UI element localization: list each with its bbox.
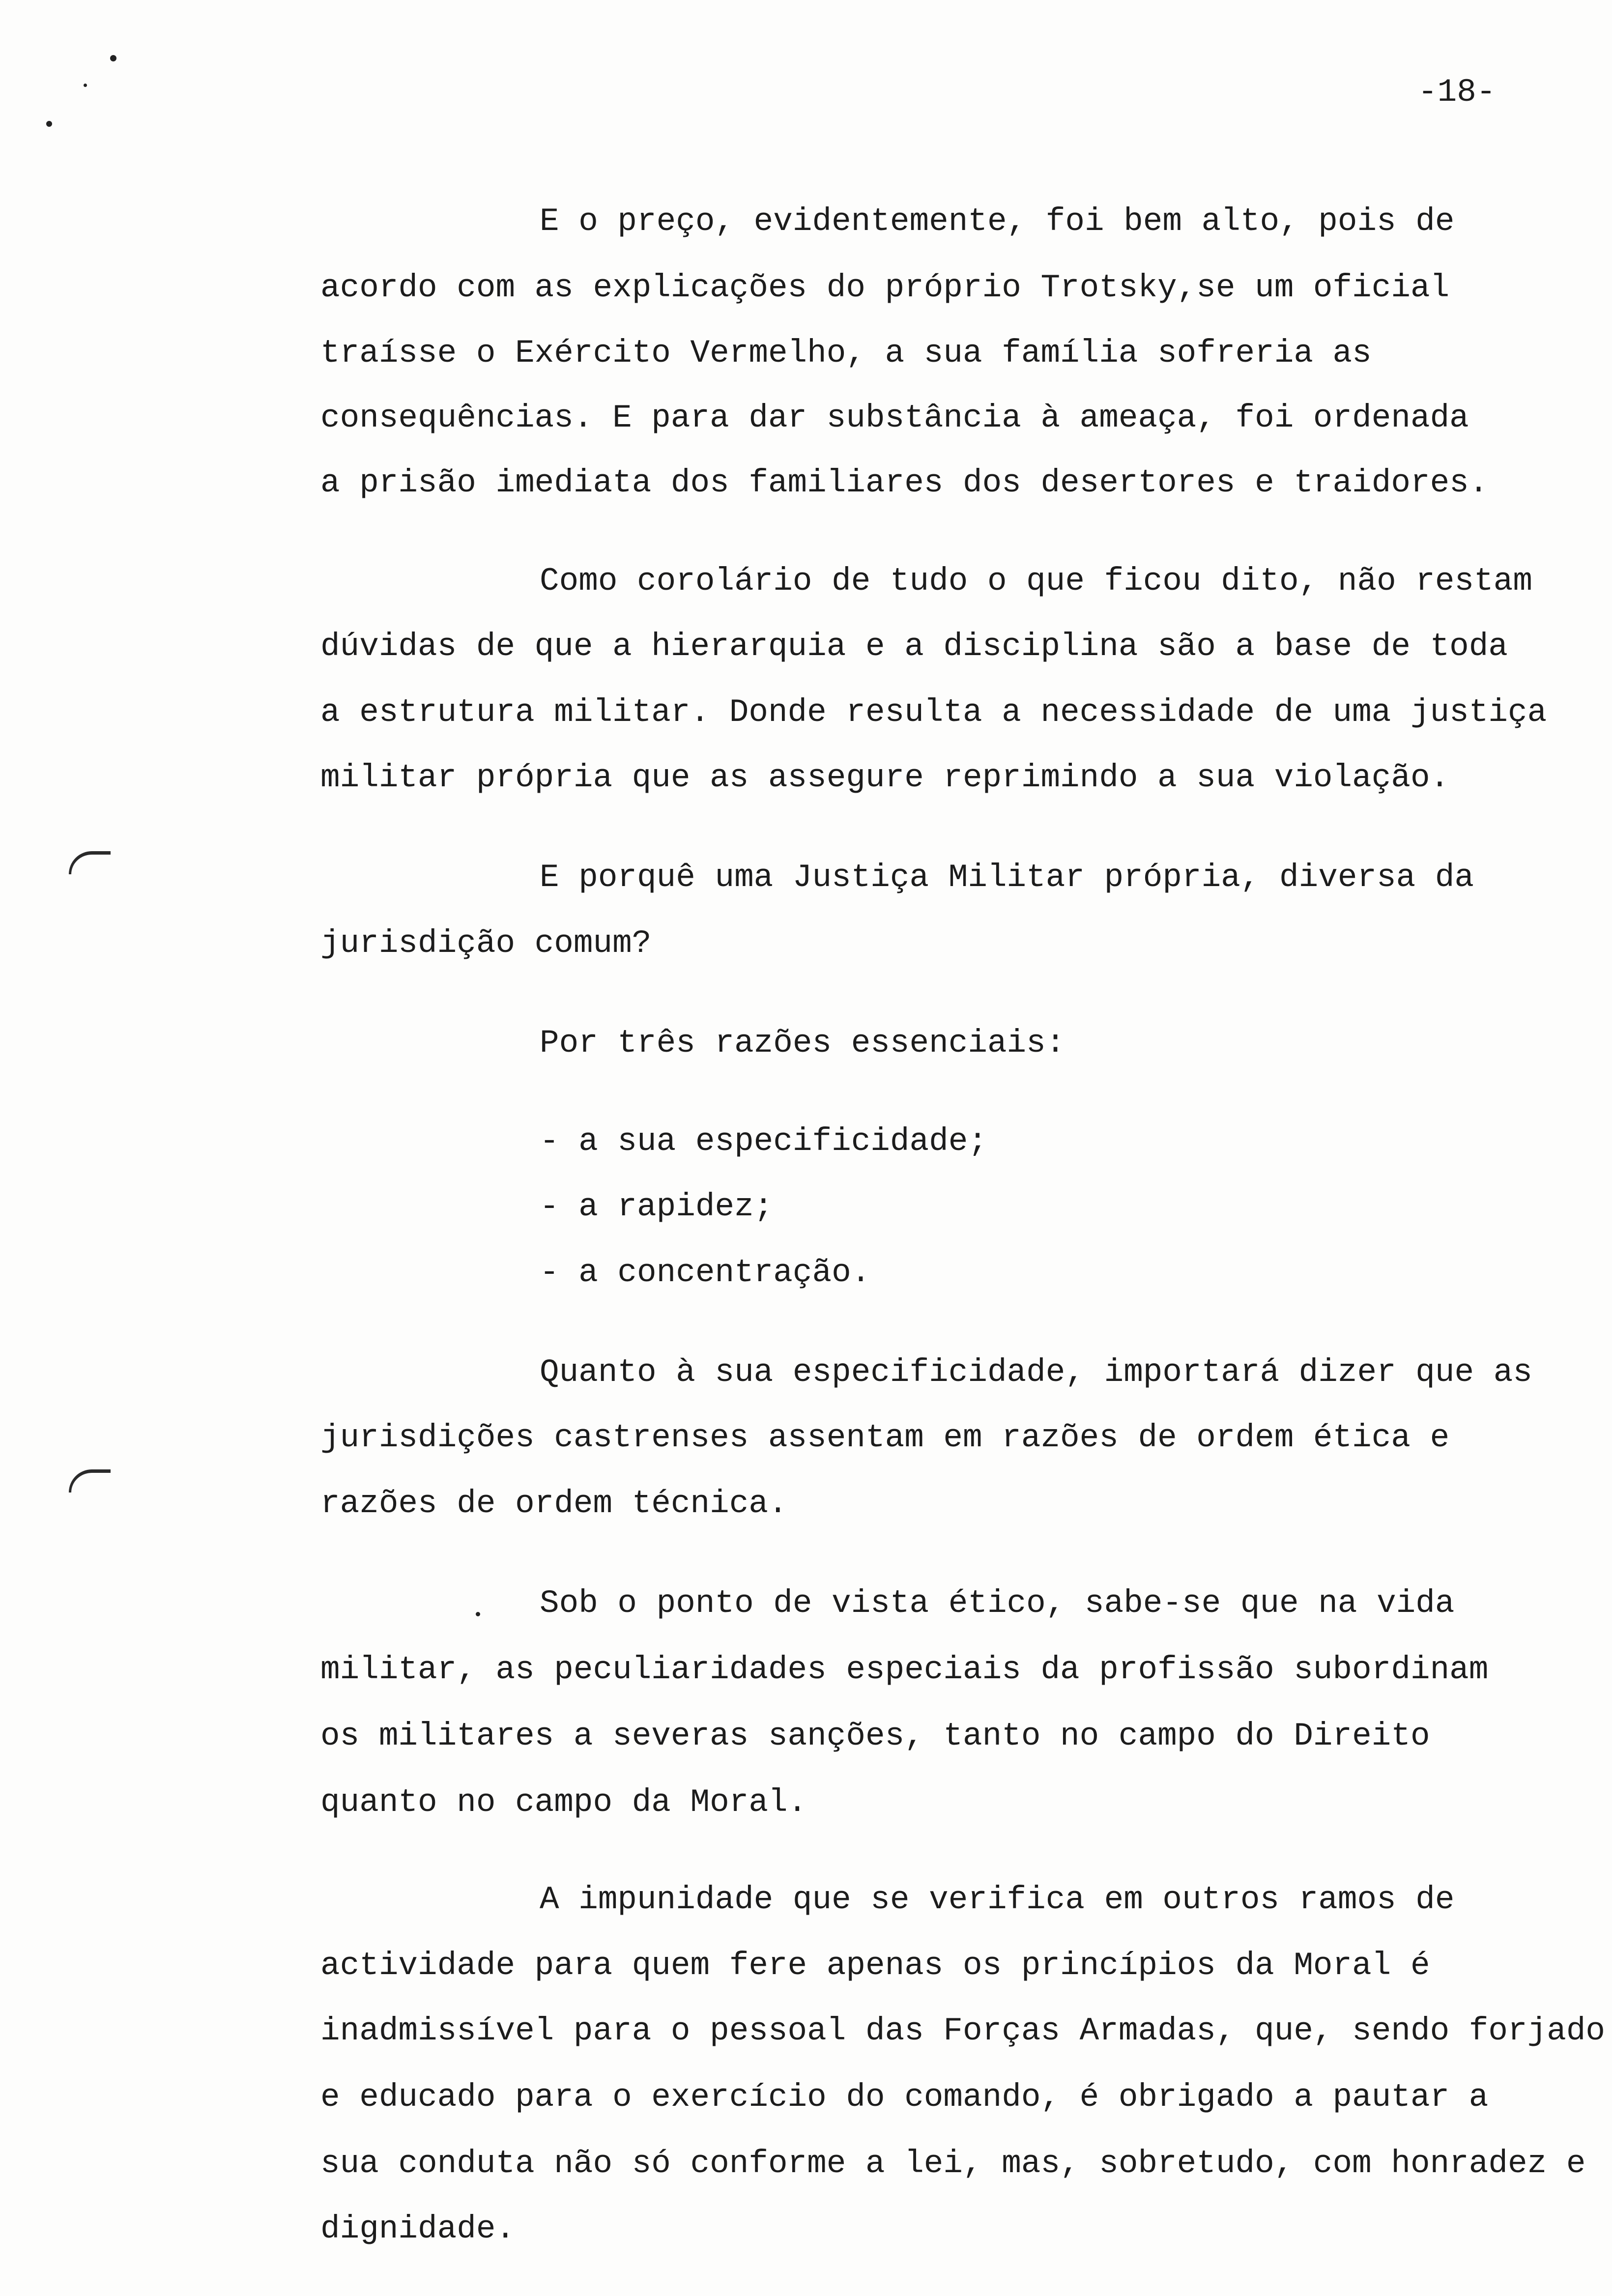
paragraph-line: Quanto à sua especificidade, importará dizer que as (540, 1354, 1532, 1391)
paragraph-line: a estrutura militar. Donde resulta a necessidade de uma justiça (320, 694, 1547, 731)
paragraph-line: Sob o ponto de vista ético, sabe-se que na vida (540, 1585, 1455, 1622)
paragraph-line: jurisdição comum? (320, 925, 652, 962)
paragraph-line: consequências. E para dar substância à ameaça, foi ordenada (320, 400, 1469, 436)
scan-speck (476, 1612, 480, 1616)
paragraph-line: razões de ordem técnica. (320, 1485, 788, 1522)
paragraph-line: E porquê uma Justiça Militar própria, diversa da (540, 859, 1474, 896)
paragraph-line: Como corolário de tudo o que ficou dito, não restam (540, 563, 1532, 600)
paragraph-line: Por três razões essenciais: (540, 1025, 1065, 1062)
scan-speck (110, 55, 116, 61)
list-item: - a concentração. (540, 1254, 871, 1291)
paragraph-line: A impunidade que se verifica em outros ramos de (540, 1881, 1455, 1918)
list-item: - a sua especificidade; (540, 1123, 987, 1160)
paragraph-line: acordo com as explicações do próprio Trotsky,se um oficial (320, 269, 1450, 306)
paragraph-line: sua conduta não só conforme a lei, mas, sobretudo, com honradez e (320, 2145, 1586, 2182)
list-item: - a rapidez; (540, 1188, 774, 1225)
paragraph-line: e educado para o exercício do comando, é obrigado a pautar a (320, 2079, 1489, 2116)
paragraph-line: os militares a severas sanções, tanto no campo do Direito (320, 1718, 1430, 1754)
paragraph-line: jurisdições castrenses assentam em razões de ordem ética e (320, 1419, 1450, 1456)
paragraph-line: militar própria que as assegure reprimindo a sua violação. (320, 759, 1450, 796)
scan-speck (46, 121, 52, 127)
binding-mark (69, 1469, 111, 1492)
binding-mark (69, 851, 111, 874)
paragraph-line: militar, as peculiaridades especiais da profissão subordinam (320, 1651, 1489, 1688)
paragraph-line: dúvidas de que a hierarquia e a disciplina são a base de toda (320, 628, 1508, 665)
paragraph-line: dignidade. (320, 2210, 516, 2247)
paragraph-line: quanto no campo da Moral. (320, 1784, 807, 1821)
paragraph-line: actividade para quem fere apenas os princípios da Moral é (320, 1947, 1430, 1984)
page-number: -18- (1418, 74, 1496, 111)
paragraph-line: traísse o Exército Vermelho, a sua família sofreria as (320, 335, 1372, 372)
paragraph-line: a prisão imediata dos familiares dos desertores e traidores. (320, 464, 1489, 501)
paragraph-line: inadmissível para o pessoal das Forças Armadas, que, sendo forjado (320, 2012, 1606, 2049)
paragraph-line: E o preço, evidentemente, foi bem alto, pois de (540, 203, 1455, 240)
scan-speck (84, 84, 87, 87)
